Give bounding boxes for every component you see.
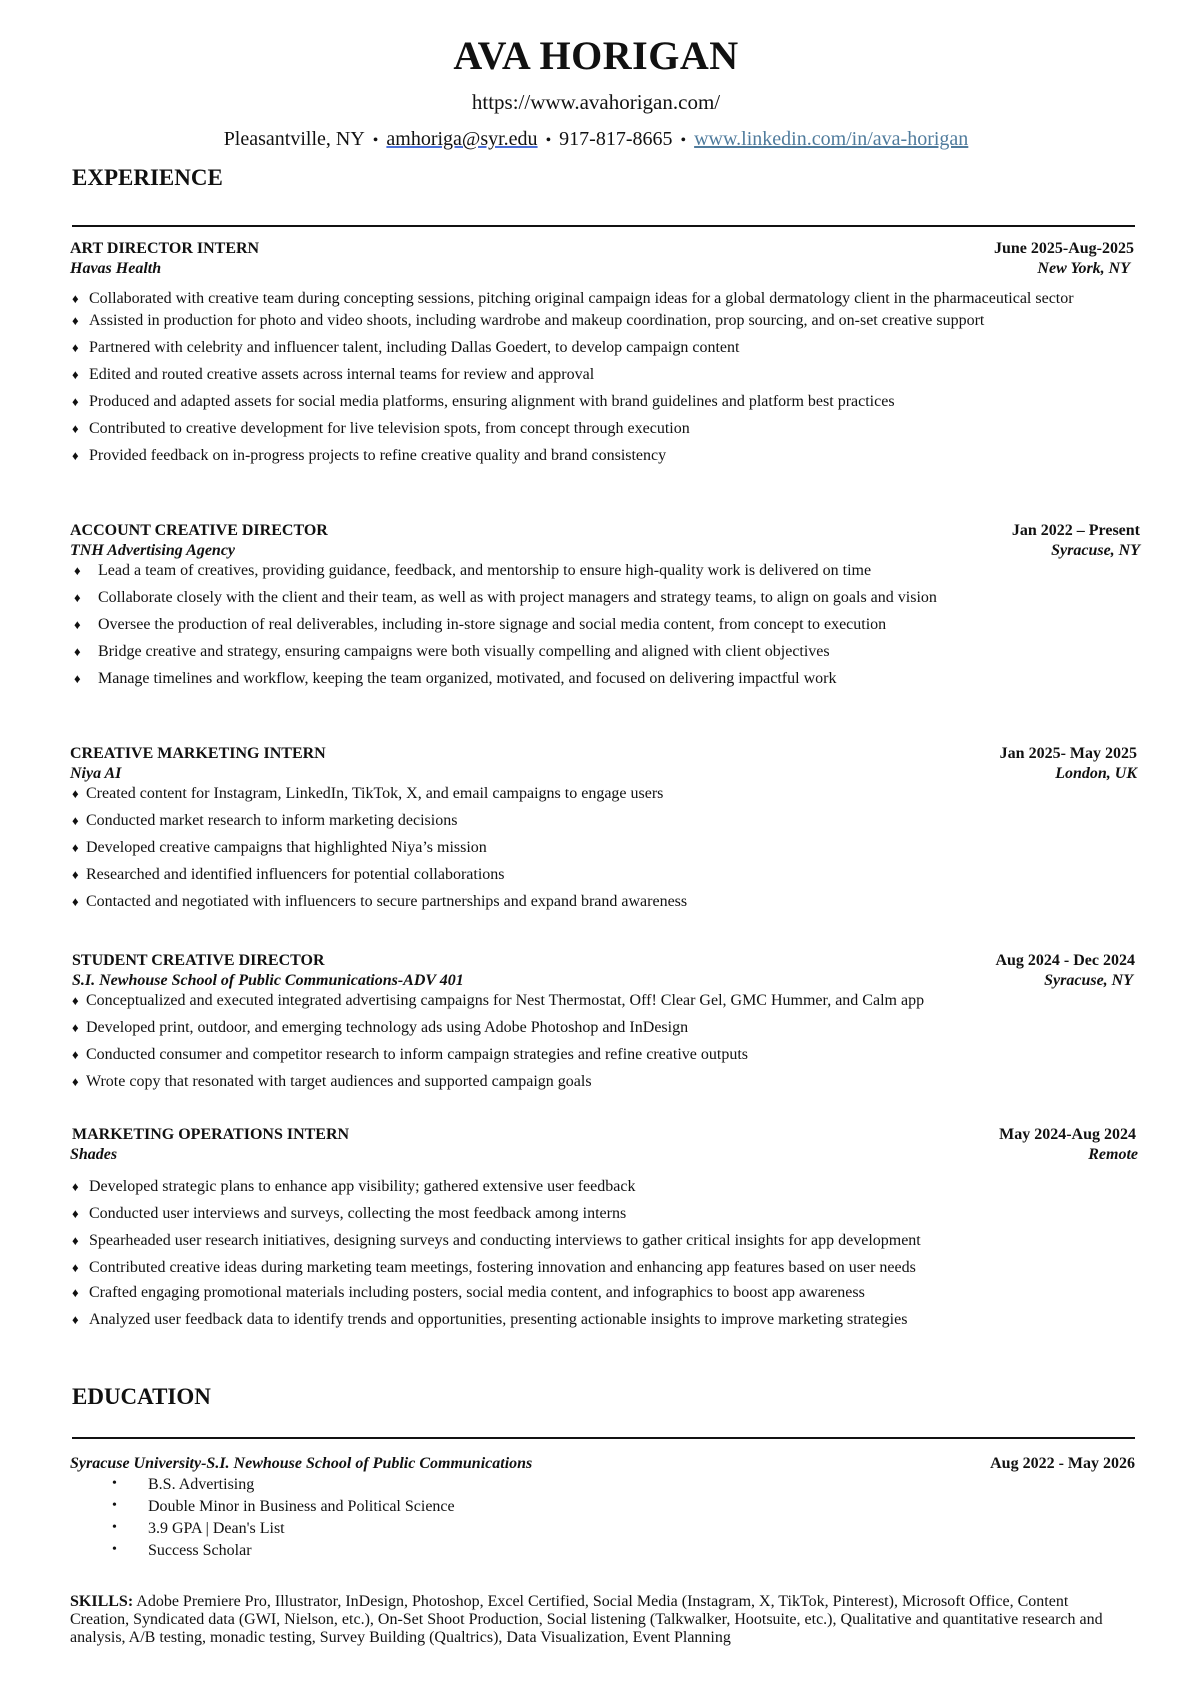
phone-text: 917-817-8665	[559, 128, 673, 150]
list-item: ♦ Contacted and negotiated with influencers to secure partnerships and expand brand awareness	[72, 893, 688, 910]
job-role: CREATIVE MARKETING INTERN	[70, 745, 326, 762]
diamond-bullet-icon: ♦	[72, 340, 79, 355]
diamond-bullet-icon: ♦	[72, 1020, 79, 1035]
diamond-bullet-icon: ♦	[72, 1047, 79, 1062]
list-item: ♦ Conducted consumer and competitor research to inform campaign strategies and refine creative outputs	[72, 1046, 748, 1063]
job-bullets	[70, 785, 1136, 920]
list-item: ♦ Produced and adapted assets for social media platforms, ensuring alignment with brand guidelines and platform best practices	[72, 393, 895, 410]
list-item: ♦ Researched and identified influencers for potential collaborations	[72, 866, 505, 883]
diamond-bullet-icon: ♦	[72, 291, 79, 306]
section-divider	[72, 1437, 1135, 1439]
job-entry	[70, 745, 1136, 920]
separator-dot: •	[545, 132, 552, 149]
job-location: Syracuse, NY	[1051, 542, 1140, 559]
list-item: ♦ Contributed to creative development for live television spots, from concept through execution	[72, 420, 690, 437]
bullet-dot-icon: •	[112, 1520, 117, 1535]
school-name: Syracuse University-S.I. Newhouse School of Public Communications	[70, 1455, 533, 1472]
diamond-bullet-icon: ♦	[74, 590, 81, 605]
list-item: ♦ Conducted user interviews and surveys, collecting the most feedback among interns	[72, 1205, 627, 1222]
diamond-bullet-icon: ♦	[72, 786, 79, 801]
skills-section	[70, 1593, 1120, 1647]
diamond-bullet-icon: ♦	[74, 671, 81, 686]
job-bullets	[70, 1178, 1136, 1338]
diamond-bullet-icon: ♦	[72, 1179, 79, 1194]
list-item: ♦ Collaborate closely with the client and their team, as well as with project managers and strategy teams, to align on goals and vision	[70, 589, 1136, 616]
list-item: ♦ Partnered with celebrity and influencer talent, including Dallas Goedert, to develop campaign content	[72, 339, 740, 356]
list-item: ♦ Created content for Instagram, LinkedIn, TikTok, X, and email campaigns to engage users	[72, 785, 664, 802]
diamond-bullet-icon: ♦	[72, 1074, 79, 1089]
diamond-bullet-icon: ♦	[72, 993, 79, 1008]
job-role: ART DIRECTOR INTERN	[70, 240, 260, 257]
education-heading: EDUCATION	[72, 1384, 211, 1409]
job-dates: Jan 2025- May 2025	[999, 745, 1137, 762]
job-role: MARKETING OPERATIONS INTERN	[72, 1126, 350, 1143]
list-item: • B.S. Advertising	[112, 1476, 255, 1493]
list-item: • Double Minor in Business and Political Science	[112, 1498, 455, 1515]
location-text: Pleasantville, NY	[223, 128, 365, 150]
list-item: ♦ Bridge creative and strategy, ensuring campaigns were both visually compelling and aligned with client objectives	[70, 643, 1136, 670]
job-entry	[70, 240, 1136, 474]
job-organization: Niya AI	[70, 765, 122, 782]
list-item: ♦ Analyzed user feedback data to identify trends and opportunities, presenting actionable insights to improve marketing strategies	[72, 1311, 908, 1328]
linkedin-link[interactable]: www.linkedin.com/in/ava-horigan	[694, 128, 969, 150]
diamond-bullet-icon: ♦	[72, 1206, 79, 1221]
diamond-bullet-icon: ♦	[74, 617, 81, 632]
diamond-bullet-icon: ♦	[72, 1260, 79, 1275]
list-item: ♦ Contributed creative ideas during marketing team meetings, fostering innovation and enhancing app features based on user needs	[72, 1259, 916, 1276]
job-bullets	[70, 992, 1136, 1100]
diamond-bullet-icon: ♦	[72, 367, 79, 382]
separator-dot: •	[680, 132, 687, 149]
list-item: ♦ Manage timelines and workflow, keeping the team organized, motivated, and focused on delivering impactful work	[70, 670, 1136, 697]
job-dates: June 2025-Aug-2025	[993, 240, 1134, 257]
list-item: ♦ Wrote copy that resonated with target audiences and supported campaign goals	[72, 1073, 592, 1090]
list-item: ♦ Crafted engaging promotional materials including posters, social media content, and infographics to boost app awareness	[72, 1284, 865, 1301]
job-bullets	[70, 290, 1136, 474]
section-divider	[72, 225, 1135, 227]
diamond-bullet-icon: ♦	[74, 563, 81, 578]
diamond-bullet-icon: ♦	[72, 1312, 79, 1327]
job-location: New York, NY	[1037, 260, 1130, 277]
diamond-bullet-icon: ♦	[72, 421, 79, 436]
list-item: ♦ Collaborated with creative team during concepting sessions, pitching original campaign ideas for a global dermatology client in the pharmaceutical sector	[72, 290, 1074, 307]
bullet-dot-icon: •	[112, 1498, 117, 1513]
diamond-bullet-icon: ♦	[72, 840, 79, 855]
job-organization: TNH Advertising Agency	[70, 542, 236, 559]
bullet-dot-icon: •	[112, 1542, 117, 1557]
diamond-bullet-icon: ♦	[72, 1233, 79, 1248]
list-item: ♦ Oversee the production of real deliverables, including in-store signage and social media content, from concept to execution	[70, 616, 1136, 643]
job-organization: Havas Health	[70, 260, 162, 277]
job-location: Syracuse, NY	[1044, 972, 1133, 989]
job-entry	[70, 952, 1136, 1100]
diamond-bullet-icon: ♦	[72, 448, 79, 463]
email-link[interactable]: amhoriga@syr.edu	[386, 128, 538, 150]
job-role: ACCOUNT CREATIVE DIRECTOR	[70, 522, 328, 539]
list-item: ♦ Lead a team of creatives, providing guidance, feedback, and mentorship to ensure high-quality work is delivered on time	[70, 562, 1136, 589]
contact-line	[0, 128, 1192, 151]
list-item: • 3.9 GPA | Dean's List	[112, 1520, 285, 1537]
list-item: ♦ Developed print, outdoor, and emerging technology ads using Adobe Photoshop and InDesign	[72, 1019, 689, 1036]
list-item: ♦ Assisted in production for photo and video shoots, including wardrobe and makeup coordination, prop sourcing, and on-set creative support	[72, 312, 985, 329]
list-item: ♦ Conducted market research to inform marketing decisions	[72, 812, 458, 829]
list-item: ♦ Edited and routed creative assets across internal teams for review and approval	[72, 366, 595, 383]
job-location: London, UK	[1055, 765, 1137, 782]
diamond-bullet-icon: ♦	[72, 867, 79, 882]
job-dates: May 2024-Aug 2024	[999, 1126, 1136, 1143]
job-bullets	[70, 562, 1136, 697]
bullet-dot-icon: •	[112, 1476, 117, 1491]
education-list	[112, 1476, 455, 1564]
job-entry	[70, 522, 1140, 697]
diamond-bullet-icon: ♦	[72, 394, 79, 409]
job-organization: Shades	[70, 1146, 118, 1163]
separator-dot: •	[372, 132, 379, 149]
experience-heading: EXPERIENCE	[72, 165, 223, 190]
job-dates: Aug 2024 - Dec 2024	[995, 952, 1135, 969]
website-link[interactable]: https://www.avahorigan.com/	[471, 90, 721, 114]
list-item: • Success Scholar	[112, 1542, 252, 1559]
education-dates: Aug 2022 - May 2026	[990, 1455, 1135, 1472]
skills-text: Adobe Premiere Pro, Illustrator, InDesign, Photoshop, Excel Certified, Social Media (Instagram, X, TikTok, Pinterest), Microsoft Office, Content Creation, Syndicated data (GWI, Nielson, etc.), On-Set Shoot Production, Social listening (Talkwalker, Hootsuite, etc.), Qualitative and quantitative research and analysis, A/B testing, monadic testing, Survey Building (Qualtrics), Data Visualization, Event Planning	[70, 1593, 1103, 1646]
skills-label: SKILLS:	[70, 1593, 134, 1610]
list-item: ♦ Spearheaded user research initiatives, designing surveys and conducting interviews to gather critical insights for app development	[72, 1232, 921, 1249]
list-item: ♦ Developed strategic plans to enhance app visibility; gathered extensive user feedback	[72, 1178, 636, 1195]
diamond-bullet-icon: ♦	[72, 313, 79, 328]
job-dates: Jan 2022 – Present	[1011, 522, 1140, 539]
diamond-bullet-icon: ♦	[72, 813, 79, 828]
job-location: Remote	[1088, 1146, 1138, 1163]
job-entry	[70, 1126, 1136, 1338]
diamond-bullet-icon: ♦	[74, 644, 81, 659]
list-item: ♦ Provided feedback on in-progress projects to refine creative quality and brand consistency	[72, 447, 667, 464]
job-role: STUDENT CREATIVE DIRECTOR	[72, 952, 325, 969]
candidate-name: AVA HORIGAN	[453, 33, 739, 78]
list-item: ♦ Conceptualized and executed integrated advertising campaigns for Nest Thermostat, Off! Clear Gel, GMC Hummer, and Calm app	[72, 992, 925, 1009]
job-organization: S.I. Newhouse School of Public Communications-ADV 401	[72, 972, 464, 989]
diamond-bullet-icon: ♦	[72, 1285, 79, 1300]
diamond-bullet-icon: ♦	[72, 894, 79, 909]
list-item: ♦ Developed creative campaigns that highlighted Niya’s mission	[72, 839, 487, 856]
